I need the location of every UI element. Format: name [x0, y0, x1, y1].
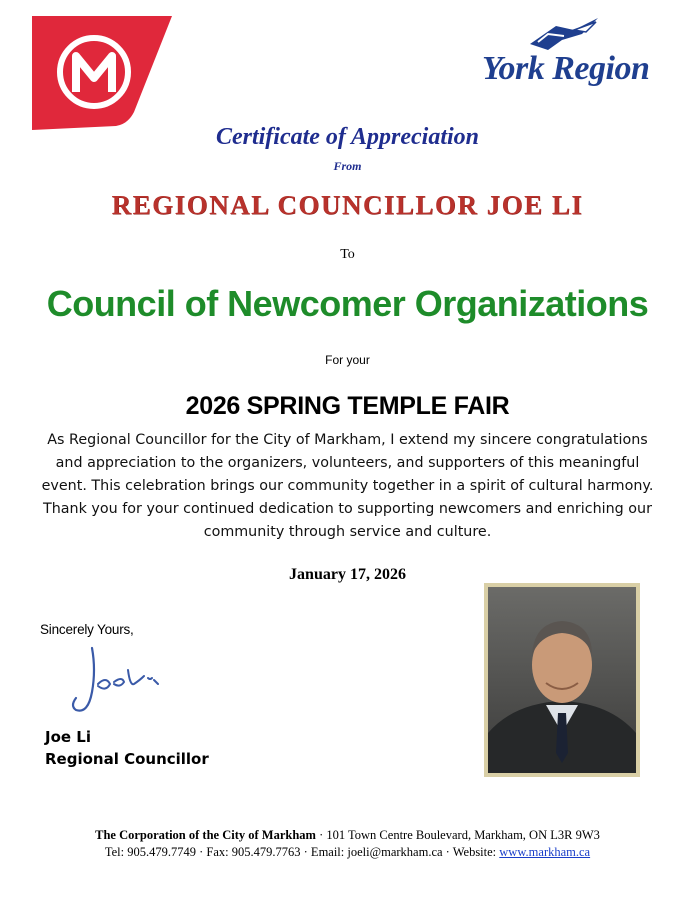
for-label: For your — [325, 353, 370, 367]
footer-address-line — [0, 827, 695, 844]
signer-name: Joe Li — [45, 728, 91, 746]
footer — [0, 827, 695, 861]
councillor-photo — [484, 583, 640, 777]
event-name: 2026 SPRING TEMPLE FAIR — [185, 392, 510, 420]
markham-logo — [32, 16, 172, 130]
footer-org: The Corporation of the City of Markham — [95, 828, 316, 842]
york-region-logo-text: York Region — [482, 50, 650, 87]
footer-address: · 101 Town Centre Boulevard, Markham, ON L3R 9W3 — [315, 828, 600, 842]
footer-contact-line — [0, 844, 695, 861]
signature-icon — [66, 640, 176, 724]
footer-contact: Tel: 905.479.7749 · Fax: 905.479.7763 · Email: joeli@markham.ca · Website: — [104, 845, 500, 859]
certificate-title: Certificate of Appreciation — [215, 124, 480, 150]
signer-role: Regional Councillor — [45, 750, 209, 768]
councillor-name-heading: REGIONAL COUNCILLOR JOE LI — [111, 190, 584, 220]
certificate-body: As Regional Councillor for the City of Markham, I extend my sincere congratulations and appreciation to the organizers, volunteers, and supporters of this meaningful event. This celebration brings our community together in a spirit of cultural harmony. Thank you for your continued dedication to supporting newcomers and enriching our community through service and culture. — [41, 432, 654, 540]
website-link[interactable]: www.markham.ca — [499, 845, 591, 859]
recipient-name: Council of Newcomer Organizations — [46, 283, 649, 324]
closing-text: Sincerely Yours, — [40, 622, 134, 637]
certificate-date: January 17, 2026 — [289, 566, 406, 583]
signer-block — [45, 726, 209, 770]
from-label: From — [333, 159, 362, 173]
to-label: To — [340, 247, 355, 262]
